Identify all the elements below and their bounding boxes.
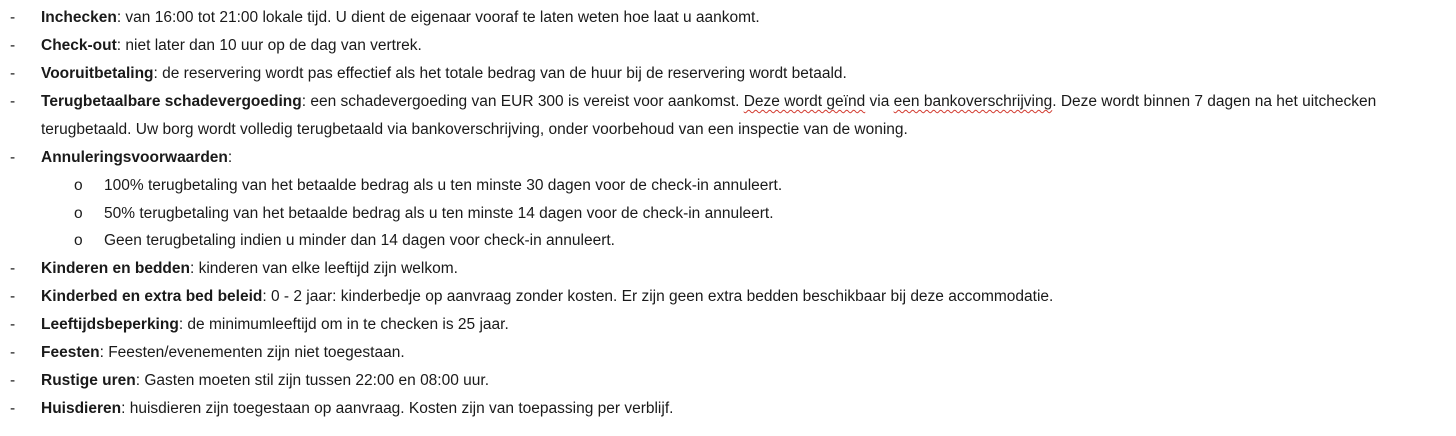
sub-item-text: 50% terugbetaling van het betaalde bedrag als u ten minste 14 dagen voor de check-in annuleert. bbox=[104, 204, 774, 222]
item-label: Kinderbed en extra bed beleid bbox=[41, 287, 263, 305]
item-text: : een schadevergoeding van EUR 300 is vereist voor aankomst. bbox=[301, 93, 744, 110]
item-label: Kinderen en bedden bbox=[41, 259, 190, 277]
list-item-annuleringsvoorwaarden bbox=[0, 144, 1456, 172]
list-dash: - bbox=[10, 65, 16, 82]
list-item-check-out bbox=[0, 32, 1456, 60]
item-text: : kinderen van elke leeftijd zijn welkom. bbox=[190, 259, 458, 277]
item-label: Leeftijdsbeperking bbox=[41, 315, 179, 333]
list-dash: - bbox=[10, 9, 16, 26]
sub-list-item bbox=[0, 227, 1456, 255]
list-dash: - bbox=[10, 287, 16, 305]
item-label: Huisdieren bbox=[41, 399, 122, 417]
list-item-schadevergoeding bbox=[0, 88, 1456, 144]
sub-list-item bbox=[0, 172, 1456, 200]
sub-list-item bbox=[0, 200, 1456, 228]
spellcheck-flagged-text: een bankoverschrijving bbox=[893, 93, 1053, 110]
circle-bullet-icon: o bbox=[74, 204, 83, 222]
list-item-leeftijdsbeperking bbox=[0, 311, 1456, 339]
circle-bullet-icon: o bbox=[74, 177, 83, 194]
list-item-huisdieren bbox=[0, 395, 1456, 423]
item-text: : huisdieren zijn toegestaan op aanvraag. Kosten zijn van toepassing per verblijf. bbox=[121, 399, 674, 417]
list-dash: - bbox=[10, 259, 16, 277]
item-label: Inchecken bbox=[41, 9, 117, 26]
list-item-kinderbed bbox=[0, 283, 1456, 311]
item-text: : van 16:00 tot 21:00 lokale tijd. U dient de eigenaar vooraf te laten weten hoe laat u aankomt. bbox=[116, 9, 760, 26]
item-label: Terugbetaalbare schadevergoeding bbox=[41, 93, 302, 110]
circle-bullet-icon: o bbox=[74, 232, 83, 249]
list-dash: - bbox=[10, 315, 16, 333]
item-label: Annuleringsvoorwaarden bbox=[41, 149, 228, 166]
item-text: : Gasten moeten stil zijn tussen 22:00 en 08:00 uur. bbox=[135, 371, 490, 389]
item-text: : de minimumleeftijd om in te checken is 25 jaar. bbox=[178, 315, 509, 333]
item-text: via bbox=[865, 93, 894, 110]
list-item-vooruitbetaling bbox=[0, 60, 1456, 88]
sub-item-text: 100% terugbetaling van het betaalde bedrag als u ten minste 30 dagen voor de check-in annuleert. bbox=[104, 177, 783, 194]
list-item-inchecken bbox=[0, 4, 1456, 32]
item-label: Rustige uren bbox=[41, 371, 136, 389]
list-dash: - bbox=[10, 149, 16, 166]
item-text: . Deze wordt binnen 7 dagen na het uitchecken terugbetaald. Uw borg wordt volledig terugbetaald via bankoverschrijving, onder voorbehoud van een inspectie van de woning. bbox=[41, 93, 1377, 138]
spellcheck-flagged-text: Deze wordt geïnd bbox=[743, 93, 866, 110]
list-dash: - bbox=[10, 343, 16, 361]
list-item-rustige-uren bbox=[0, 367, 1456, 395]
item-text: : Feesten/evenementen zijn niet toegestaan. bbox=[99, 343, 405, 361]
item-text: : bbox=[227, 149, 233, 166]
list-item-feesten bbox=[0, 339, 1456, 367]
item-label: Feesten bbox=[41, 343, 100, 361]
list-dash: - bbox=[10, 93, 16, 110]
item-label: Check-out bbox=[41, 37, 117, 54]
item-text: : de reservering wordt pas effectief als het totale bedrag van de huur bij de reservering wordt betaald. bbox=[153, 65, 847, 82]
item-text: : niet later dan 10 uur op de dag van vertrek. bbox=[116, 37, 422, 54]
sub-item-text: Geen terugbetaling indien u minder dan 14 dagen voor check-in annuleert. bbox=[104, 232, 615, 249]
list-dash: - bbox=[10, 37, 16, 54]
item-text: : 0 - 2 jaar: kinderbedje op aanvraag zonder kosten. Er zijn geen extra bedden beschikbaar bij deze accommodatie. bbox=[262, 287, 1054, 305]
list-dash: - bbox=[10, 371, 16, 389]
list-dash: - bbox=[10, 399, 16, 417]
list-item-kinderen bbox=[0, 255, 1456, 283]
item-label: Vooruitbetaling bbox=[41, 65, 154, 82]
